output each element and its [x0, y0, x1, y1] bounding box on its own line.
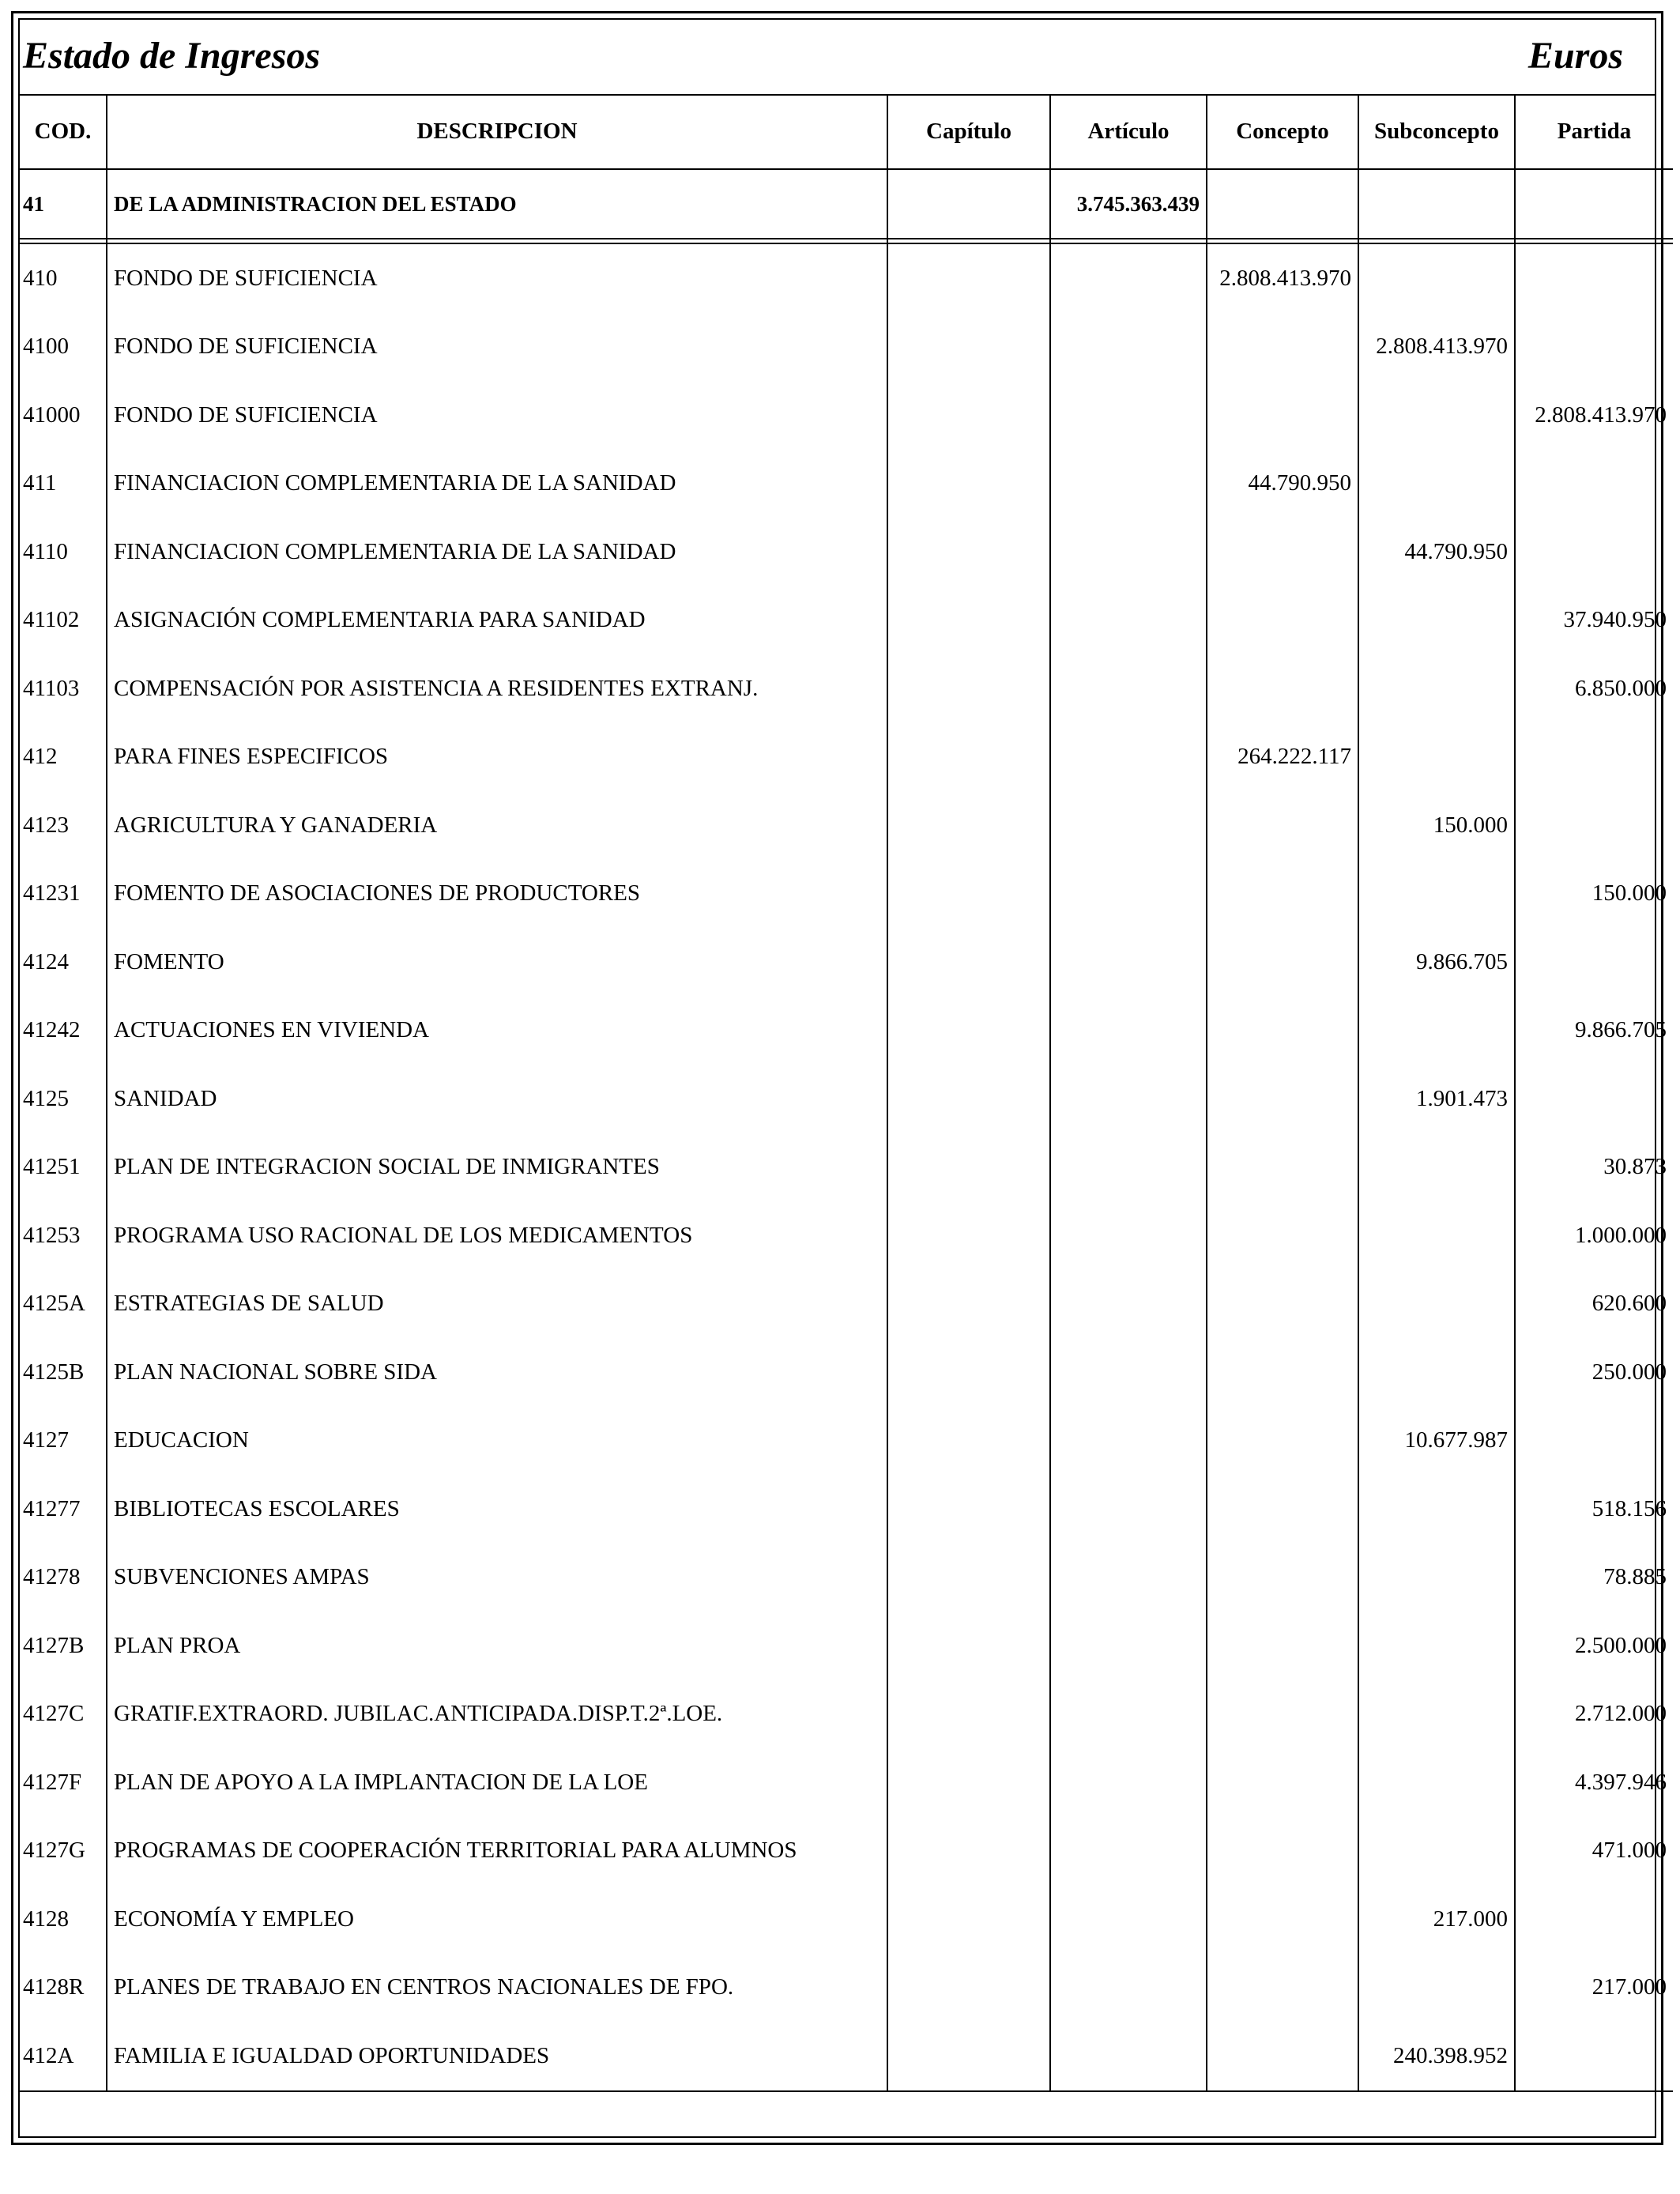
- table-row: [20, 1475, 1673, 1544]
- cell-cod: 4125B: [23, 1359, 85, 1385]
- cell-cod: 4100: [23, 334, 69, 360]
- header-concepto: Concepto: [1207, 94, 1358, 169]
- cell-subconcepto: [1358, 450, 1515, 518]
- cell-cod: 4127G: [23, 1838, 85, 1864]
- title-row: [20, 20, 1655, 96]
- cell-partida: [1515, 450, 1673, 518]
- cell-partida: [1515, 1065, 1673, 1133]
- cell-partida: [1515, 2022, 1673, 2091]
- table-row: [20, 1338, 1673, 1407]
- cell-articulo: [1050, 860, 1207, 929]
- cell-capitulo: [887, 1954, 1050, 2022]
- cell-subconcepto: 10.677.987: [1358, 1407, 1515, 1476]
- cell-concepto: [1207, 1885, 1358, 1954]
- table-row: [20, 791, 1673, 860]
- cell-desc: PLAN DE INTEGRACION SOCIAL DE INMIGRANTES: [107, 1133, 887, 1202]
- table-row: [20, 381, 1673, 450]
- cell-concepto: [1207, 1133, 1358, 1202]
- document-inner-frame: [18, 18, 1667, 2138]
- cell-cod: 41103: [23, 675, 80, 701]
- cell-subconcepto: 9.866.705: [1358, 928, 1515, 997]
- cell-desc: FINANCIACION COMPLEMENTARIA DE LA SANIDAD: [107, 518, 887, 586]
- header-partida: Partida: [1515, 94, 1673, 169]
- cell-subconcepto: 240.398.952: [1358, 2022, 1515, 2091]
- cell-partida: 471.000: [1515, 1817, 1673, 1886]
- cell-subconcepto: [1358, 1680, 1515, 1749]
- cell-subconcepto: [1358, 723, 1515, 792]
- cell-articulo: [1050, 1338, 1207, 1407]
- cell-capitulo: [887, 928, 1050, 997]
- cell-concepto: [1207, 1065, 1358, 1133]
- cell-articulo: [1050, 243, 1207, 313]
- cell-desc: FAMILIA E IGUALDAD OPORTUNIDADES: [107, 2022, 887, 2091]
- main-subconcepto: [1358, 169, 1515, 239]
- main-row: [20, 169, 1673, 239]
- cell-partida: [1515, 928, 1673, 997]
- cell-concepto: [1207, 997, 1358, 1065]
- cell-desc: COMPENSACIÓN POR ASISTENCIA A RESIDENTES EXTRANJ.: [107, 654, 887, 723]
- cell-articulo: [1050, 723, 1207, 792]
- cell-concepto: [1207, 1201, 1358, 1270]
- cell-cod: 41000: [23, 401, 81, 428]
- table-row: [20, 1680, 1673, 1749]
- cell-subconcepto: [1358, 243, 1515, 313]
- cell-partida: [1515, 723, 1673, 792]
- header-descripcion: DESCRIPCION: [107, 94, 887, 169]
- cell-capitulo: [887, 1407, 1050, 1476]
- cell-concepto: [1207, 791, 1358, 860]
- main-articulo: 3.745.363.439: [1050, 169, 1207, 239]
- cell-subconcepto: [1358, 860, 1515, 929]
- cell-cod: 41278: [23, 1564, 81, 1590]
- cell-capitulo: [887, 313, 1050, 382]
- cell-partida: 620.600: [1515, 1270, 1673, 1339]
- cell-partida: [1515, 243, 1673, 313]
- table-row: [20, 1544, 1673, 1612]
- table-row: [20, 1270, 1673, 1339]
- cell-partida: 150.000: [1515, 860, 1673, 929]
- cell-partida: [1515, 313, 1673, 382]
- cell-concepto: [1207, 313, 1358, 382]
- cell-cod: 41277: [23, 1495, 81, 1521]
- cell-articulo: [1050, 381, 1207, 450]
- table-row: [20, 1407, 1673, 1476]
- cell-cod: 4124: [23, 948, 69, 974]
- cell-articulo: [1050, 1065, 1207, 1133]
- table-row: [20, 1817, 1673, 1886]
- cell-capitulo: [887, 1612, 1050, 1680]
- cell-cod: 412A: [20, 2022, 107, 2091]
- cell-cod: 41102: [23, 607, 80, 633]
- header-cod: COD.: [20, 94, 107, 169]
- cell-subconcepto: [1358, 1612, 1515, 1680]
- main-cod: 41: [20, 169, 107, 239]
- cell-articulo: [1050, 1475, 1207, 1544]
- cell-articulo: [1050, 2022, 1207, 2091]
- main-concepto: [1207, 169, 1358, 239]
- header-capitulo: Capítulo: [887, 94, 1050, 169]
- table-row: [20, 928, 1673, 997]
- cell-capitulo: [887, 1338, 1050, 1407]
- table-row: [20, 654, 1673, 723]
- cell-concepto: [1207, 1612, 1358, 1680]
- header-subconcepto: Subconcepto: [1358, 94, 1515, 169]
- cell-subconcepto: [1358, 1338, 1515, 1407]
- cell-concepto: [1207, 1544, 1358, 1612]
- cell-capitulo: [887, 791, 1050, 860]
- cell-capitulo: [887, 243, 1050, 313]
- cell-subconcepto: 2.808.413.970: [1358, 313, 1515, 382]
- cell-articulo: [1050, 1544, 1207, 1612]
- main-capitulo: [887, 169, 1050, 239]
- cell-partida: [1515, 1407, 1673, 1476]
- cell-partida: 37.940.950: [1515, 586, 1673, 655]
- cell-capitulo: [887, 1817, 1050, 1886]
- table-row: [20, 243, 1673, 313]
- cell-capitulo: [887, 654, 1050, 723]
- income-table: [20, 94, 1673, 2092]
- cell-concepto: [1207, 1748, 1358, 1817]
- cell-cod: 4110: [23, 538, 68, 564]
- cell-subconcepto: 217.000: [1358, 1885, 1515, 1954]
- cell-articulo: [1050, 1680, 1207, 1749]
- cell-concepto: [1207, 654, 1358, 723]
- table-row: [20, 518, 1673, 586]
- cell-concepto: [1207, 1475, 1358, 1544]
- cell-capitulo: [887, 1885, 1050, 1954]
- cell-partida: 2.712.000: [1515, 1680, 1673, 1749]
- cell-capitulo: [887, 1748, 1050, 1817]
- cell-subconcepto: [1358, 1475, 1515, 1544]
- cell-desc: PARA FINES ESPECIFICOS: [107, 723, 887, 792]
- cell-subconcepto: [1358, 1748, 1515, 1817]
- cell-partida: 250.000: [1515, 1338, 1673, 1407]
- cell-articulo: [1050, 450, 1207, 518]
- cell-cod: 41251: [23, 1154, 81, 1180]
- cell-concepto: 44.790.950: [1207, 450, 1358, 518]
- cell-capitulo: [887, 997, 1050, 1065]
- cell-desc: FOMENTO DE ASOCIACIONES DE PRODUCTORES: [107, 860, 887, 929]
- cell-concepto: [1207, 860, 1358, 929]
- cell-partida: [1515, 518, 1673, 586]
- cell-capitulo: [887, 860, 1050, 929]
- cell-concepto: [1207, 1270, 1358, 1339]
- cell-desc: SANIDAD: [107, 1065, 887, 1133]
- header-row: [20, 94, 1673, 169]
- cell-subconcepto: [1358, 1270, 1515, 1339]
- cell-capitulo: [887, 1270, 1050, 1339]
- cell-desc: ECONOMÍA Y EMPLEO: [107, 1885, 887, 1954]
- main-partida: [1515, 169, 1673, 239]
- cell-partida: 217.000: [1515, 1954, 1673, 2022]
- cell-cod: 41231: [23, 880, 81, 907]
- cell-subconcepto: [1358, 1544, 1515, 1612]
- cell-desc: PLAN DE APOYO A LA IMPLANTACION DE LA LOE: [107, 1748, 887, 1817]
- cell-concepto: [1207, 1817, 1358, 1886]
- cell-concepto: [1207, 1954, 1358, 2022]
- table-row: [20, 997, 1673, 1065]
- cell-cod: 4127B: [23, 1632, 85, 1658]
- cell-partida: 4.397.946: [1515, 1748, 1673, 1817]
- cell-desc: PLAN PROA: [107, 1612, 887, 1680]
- cell-desc: PROGRAMA USO RACIONAL DE LOS MEDICAMENTOS: [107, 1201, 887, 1270]
- cell-partida: 2.808.413.970: [1515, 381, 1673, 450]
- table-row: [20, 586, 1673, 655]
- cell-capitulo: [887, 381, 1050, 450]
- currency-label: Euros: [1527, 35, 1623, 77]
- cell-subconcepto: [1358, 654, 1515, 723]
- cell-partida: [1515, 791, 1673, 860]
- cell-capitulo: [887, 1475, 1050, 1544]
- cell-desc: ACTUACIONES EN VIVIENDA: [107, 997, 887, 1065]
- cell-subconcepto: [1358, 586, 1515, 655]
- cell-desc: FONDO DE SUFICIENCIA: [107, 243, 887, 313]
- cell-articulo: [1050, 1407, 1207, 1476]
- cell-concepto: 264.222.117: [1207, 723, 1358, 792]
- cell-desc: SUBVENCIONES AMPAS: [107, 1544, 887, 1612]
- cell-articulo: [1050, 313, 1207, 382]
- table-row: [20, 313, 1673, 382]
- table-row: [20, 1885, 1673, 1954]
- cell-desc: GRATIF.EXTRAORD. JUBILAC.ANTICIPADA.DISP.T.2ª.LOE.: [107, 1680, 887, 1749]
- cell-articulo: [1050, 1133, 1207, 1202]
- main-desc: DE LA ADMINISTRACION DEL ESTADO: [107, 169, 887, 239]
- cell-capitulo: [887, 1201, 1050, 1270]
- cell-capitulo: [887, 586, 1050, 655]
- cell-capitulo: [887, 1544, 1050, 1612]
- cell-desc: ESTRATEGIAS DE SALUD: [107, 1270, 887, 1339]
- cell-cod: 4128R: [23, 1974, 85, 2000]
- cell-partida: 78.885: [1515, 1544, 1673, 1612]
- cell-cod: 4123: [23, 812, 69, 838]
- cell-cod: 412: [23, 744, 58, 770]
- cell-articulo: [1050, 1201, 1207, 1270]
- cell-cod: 410: [23, 265, 58, 291]
- cell-capitulo: [887, 1133, 1050, 1202]
- table-row: [20, 723, 1673, 792]
- cell-concepto: [1207, 518, 1358, 586]
- cell-concepto: [1207, 928, 1358, 997]
- cell-subconcepto: [1358, 381, 1515, 450]
- cell-cod: 4128: [23, 1906, 69, 1932]
- cell-subconcepto: 150.000: [1358, 791, 1515, 860]
- table-row: [20, 1065, 1673, 1133]
- table-row: [20, 2022, 1673, 2091]
- cell-articulo: [1050, 1748, 1207, 1817]
- table-row: [20, 860, 1673, 929]
- cell-desc: FOMENTO: [107, 928, 887, 997]
- table-row: [20, 450, 1673, 518]
- cell-cod: 4127F: [23, 1769, 82, 1795]
- cell-partida: 9.866.705: [1515, 997, 1673, 1065]
- cell-desc: AGRICULTURA Y GANADERIA: [107, 791, 887, 860]
- cell-articulo: [1050, 1954, 1207, 2022]
- table-row: [20, 1612, 1673, 1680]
- cell-articulo: [1050, 1885, 1207, 1954]
- cell-desc: EDUCACION: [107, 1407, 887, 1476]
- cell-articulo: [1050, 1817, 1207, 1886]
- cell-desc: PROGRAMAS DE COOPERACIÓN TERRITORIAL PARA ALUMNOS: [107, 1817, 887, 1886]
- cell-articulo: [1050, 1612, 1207, 1680]
- cell-capitulo: [887, 1065, 1050, 1133]
- cell-subconcepto: 44.790.950: [1358, 518, 1515, 586]
- cell-cod: 4127: [23, 1427, 69, 1453]
- cell-concepto: [1207, 381, 1358, 450]
- cell-subconcepto: [1358, 1201, 1515, 1270]
- cell-articulo: [1050, 791, 1207, 860]
- cell-concepto: [1207, 1680, 1358, 1749]
- cell-partida: 518.156: [1515, 1475, 1673, 1544]
- cell-desc: FONDO DE SUFICIENCIA: [107, 381, 887, 450]
- cell-capitulo: [887, 450, 1050, 518]
- cell-subconcepto: [1358, 1954, 1515, 2022]
- cell-cod: 41253: [23, 1222, 81, 1248]
- table-row: [20, 1748, 1673, 1817]
- cell-desc: FINANCIACION COMPLEMENTARIA DE LA SANIDAD: [107, 450, 887, 518]
- cell-desc: PLANES DE TRABAJO EN CENTROS NACIONALES DE FPO.: [107, 1954, 887, 2022]
- cell-cod: 411: [23, 470, 57, 496]
- document-frame: [11, 11, 1667, 2145]
- table-row: [20, 1954, 1673, 2022]
- table-body: [20, 243, 1673, 2091]
- cell-articulo: [1050, 518, 1207, 586]
- cell-cod: 4125: [23, 1085, 69, 1111]
- cell-concepto: [1207, 2022, 1358, 2091]
- table-row: [20, 1201, 1673, 1270]
- cell-capitulo: [887, 1680, 1050, 1749]
- cell-articulo: [1050, 654, 1207, 723]
- table-row: [20, 1133, 1673, 1202]
- cell-articulo: [1050, 928, 1207, 997]
- cell-cod: 41242: [23, 1017, 81, 1043]
- cell-articulo: [1050, 586, 1207, 655]
- page-title: Estado de Ingresos: [23, 35, 321, 77]
- cell-concepto: 2.808.413.970: [1207, 243, 1358, 313]
- cell-partida: 30.873: [1515, 1133, 1673, 1202]
- cell-subconcepto: [1358, 1817, 1515, 1886]
- cell-capitulo: [887, 723, 1050, 792]
- cell-articulo: [1050, 1270, 1207, 1339]
- cell-capitulo: [887, 2022, 1050, 2091]
- cell-capitulo: [887, 518, 1050, 586]
- cell-cod: 4127C: [23, 1701, 85, 1727]
- cell-concepto: [1207, 586, 1358, 655]
- cell-articulo: [1050, 997, 1207, 1065]
- cell-concepto: [1207, 1407, 1358, 1476]
- cell-partida: 6.850.000: [1515, 654, 1673, 723]
- cell-cod: 4125A: [23, 1291, 85, 1317]
- cell-partida: 2.500.000: [1515, 1612, 1673, 1680]
- cell-partida: [1515, 1885, 1673, 1954]
- cell-concepto: [1207, 1338, 1358, 1407]
- cell-subconcepto: [1358, 997, 1515, 1065]
- cell-subconcepto: 1.901.473: [1358, 1065, 1515, 1133]
- cell-desc: FONDO DE SUFICIENCIA: [107, 313, 887, 382]
- cell-desc: BIBLIOTECAS ESCOLARES: [107, 1475, 887, 1544]
- cell-subconcepto: [1358, 1133, 1515, 1202]
- cell-partida: 1.000.000: [1515, 1201, 1673, 1270]
- cell-desc: ASIGNACIÓN COMPLEMENTARIA PARA SANIDAD: [107, 586, 887, 655]
- cell-desc: PLAN NACIONAL SOBRE SIDA: [107, 1338, 887, 1407]
- header-articulo: Artículo: [1050, 94, 1207, 169]
